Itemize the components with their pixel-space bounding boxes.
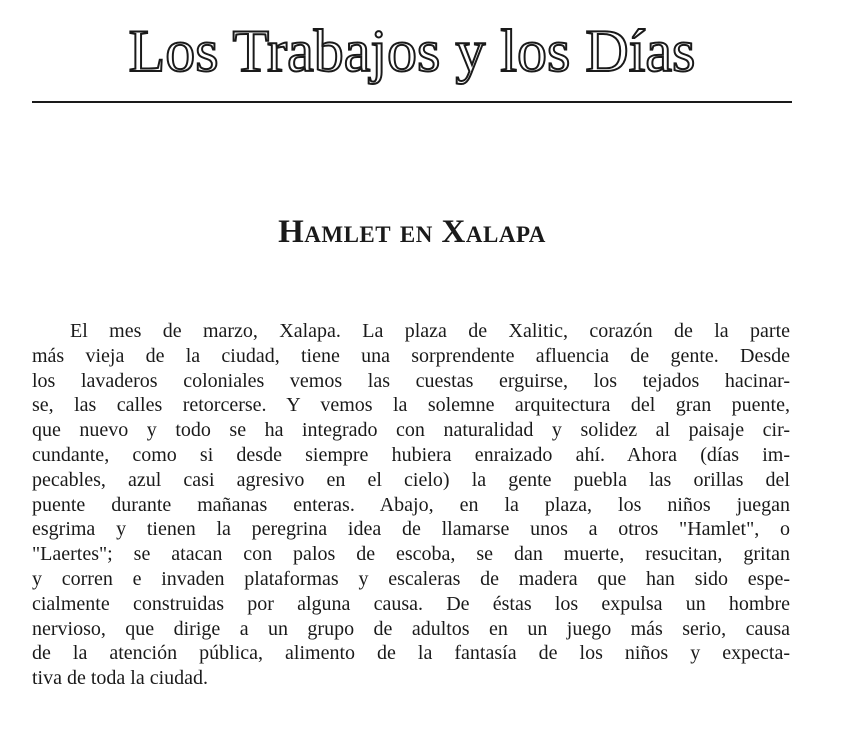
masthead: [32, 8, 792, 108]
article-title: Hamlet en Xalapa: [278, 214, 546, 250]
body-line: tiva de toda la ciudad.: [32, 667, 209, 690]
body-line: El mes de marzo, Xalapa. La plaza de Xalitic, corazón de la parte: [70, 320, 790, 342]
article-body: [32, 319, 790, 691]
body-line: cialmente construidas por alguna causa. De éstas los expulsa un hombre: [32, 592, 790, 615]
body-line: puente durante mañanas enteras. Abajo, en la plaza, los niños juegan: [32, 493, 790, 516]
body-line: de la atención pública, alimento de la fantasía de los niños y expecta-: [32, 642, 790, 665]
body-line: los lavaderos coloniales vemos las cuestas erguirse, los tejados hacinar-: [32, 369, 790, 392]
body-line: cundante, como si desde siempre hubiera enraizado ahí. Ahora (días im-: [32, 443, 790, 466]
body-line: "Laertes"; se atacan con palos de escoba, se dan muerte, resucitan, gritan: [32, 543, 790, 566]
body-line: nervioso, que dirige a un grupo de adultos en un juego más serio, causa: [32, 617, 790, 640]
masthead-divider: [32, 101, 792, 103]
masthead-title: Los Trabajos y los Días: [128, 18, 696, 84]
body-line: y corren e invaden plataformas y escaleras de madera que han sido espe-: [32, 567, 790, 590]
body-line: se, las calles retorcerse. Y vemos la solemne arquitectura del gran puente,: [32, 394, 790, 417]
body-line: más vieja de la ciudad, tiene una sorprendente afluencia de gente. Desde: [32, 344, 790, 367]
body-line: esgrima y tienen la peregrina idea de llamarse unos a otros "Hamlet", o: [32, 518, 790, 541]
body-line: pecables, azul casi agresivo en el cielo) la gente puebla las orillas del: [32, 468, 790, 491]
body-line: que nuevo y todo se ha integrado con naturalidad y solidez al paisaje cir-: [32, 419, 790, 442]
